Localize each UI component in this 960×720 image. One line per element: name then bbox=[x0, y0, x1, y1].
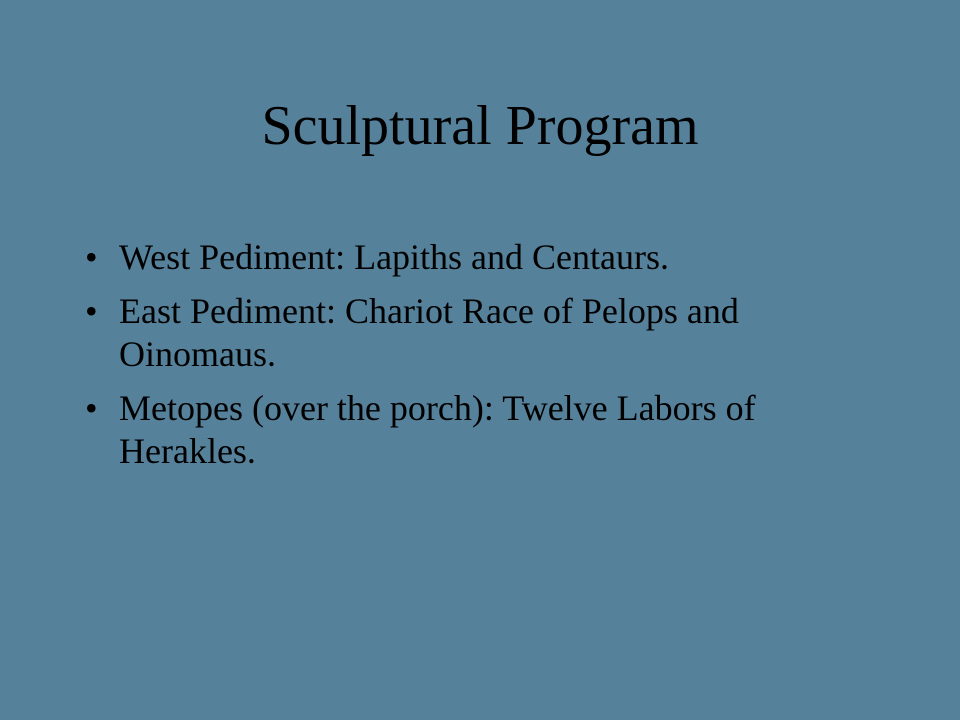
bullet-list bbox=[85, 236, 885, 484]
list-item bbox=[85, 236, 885, 279]
slide-title: Sculptural Program bbox=[261, 95, 699, 157]
bullet-icon: • bbox=[85, 291, 98, 331]
bullet-text-east-pediment: East Pediment: Chariot Race of Pelops and Oinomaus. bbox=[119, 291, 739, 374]
bullet-icon: • bbox=[85, 237, 98, 277]
bullet-icon: • bbox=[85, 388, 98, 428]
bullet-text-metopes: Metopes (over the porch): Twelve Labors of Herakles. bbox=[119, 388, 756, 471]
bullet-text-west-pediment: West Pediment: Lapiths and Centaurs. bbox=[119, 237, 670, 277]
list-item bbox=[85, 387, 885, 473]
list-item bbox=[85, 290, 885, 376]
